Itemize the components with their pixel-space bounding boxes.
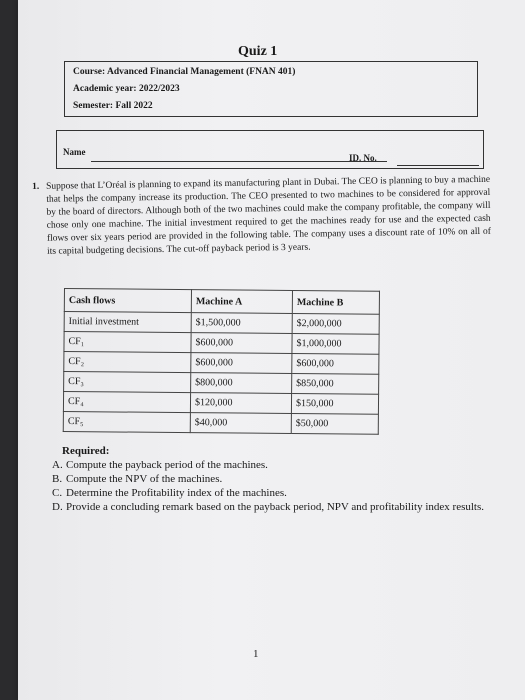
required-item-b <box>52 472 502 486</box>
name-id-box <box>56 130 484 169</box>
table-row <box>63 411 378 434</box>
required-title: Required: <box>62 445 110 457</box>
required-item-d <box>52 500 502 514</box>
table-header-cell: Machine B <box>292 290 379 314</box>
table-cell: CF₁ <box>64 332 191 353</box>
table-cell: $50,000 <box>291 413 378 434</box>
table-cell: CF₂ <box>64 352 191 373</box>
table-cell: CF₅ <box>63 411 190 432</box>
required-item-a <box>52 458 502 472</box>
name-blank <box>91 161 387 162</box>
item-text: Compute the NPV of the machines. <box>66 473 223 485</box>
table-cell: $600,000 <box>191 333 292 354</box>
table-cell: CF₃ <box>64 372 191 393</box>
background-edge <box>0 0 18 700</box>
id-blank <box>397 165 479 166</box>
cash-flow-table <box>63 288 380 435</box>
question-text: Suppose that L’Oréal is planning to expand its manufacturing plant in Dubai. The CEO is planning to buy a machine that helps the company increase its production. The CEO presented to two machines to be considered for approval by the board of directors. Although both of the two machines could make the company profitable, the company will chose only one machine. The initial investment required to get the machines ready for use and the expected cash flows over six years period are provided in the following table. The company uses a discount rate of 10% on all of its capital budgeting decisions. The cut-off payback period is 3 years. <box>46 174 491 257</box>
table-cell: $40,000 <box>190 413 291 434</box>
item-letter: A. <box>52 459 63 471</box>
table-cell: Initial investment <box>64 312 191 333</box>
table-row <box>64 352 379 375</box>
table-cell: $1,000,000 <box>292 333 379 354</box>
table-header-cell: Machine A <box>191 290 292 314</box>
table-row <box>63 392 378 415</box>
academic-year-line: Academic year: 2022/2023 <box>73 84 180 94</box>
item-letter: D. <box>52 501 63 513</box>
question-1 <box>32 174 491 259</box>
table-cell: $2,000,000 <box>292 313 379 334</box>
table-cell: $600,000 <box>292 353 379 374</box>
required-section <box>52 444 502 514</box>
question-number: 1. <box>32 181 40 192</box>
table-header-row <box>64 289 379 315</box>
item-text: Provide a concluding remark based on the payback period, NPV and profitability index results. <box>66 501 484 513</box>
table-row <box>64 372 379 395</box>
table-cell: $150,000 <box>291 393 378 414</box>
table-row <box>64 332 379 355</box>
table-cell: $120,000 <box>190 393 291 414</box>
course-line: Course: Advanced Financial Management (FNAN 401) <box>73 67 296 77</box>
table-cell: $800,000 <box>191 373 292 394</box>
item-text: Determine the Profitability index of the machines. <box>66 487 287 499</box>
table-cell: $850,000 <box>292 373 379 394</box>
item-text: Compute the payback period of the machines. <box>66 459 268 471</box>
course-info-box <box>64 61 478 117</box>
table-cell: CF₄ <box>63 392 190 413</box>
name-label: Name <box>63 147 86 157</box>
item-letter: C. <box>52 487 63 499</box>
table-cell: $600,000 <box>191 353 292 374</box>
table-cell: $1,500,000 <box>191 313 292 334</box>
id-label: ID. No. <box>349 153 377 163</box>
page-title: Quiz 1 <box>238 44 278 59</box>
semester-line: Semester: Fall 2022 <box>73 101 153 111</box>
required-item-c <box>52 486 502 500</box>
page-number: 1 <box>253 648 259 660</box>
table-row <box>64 312 379 335</box>
item-letter: B. <box>52 473 63 485</box>
table-header-cell: Cash flows <box>64 289 191 313</box>
